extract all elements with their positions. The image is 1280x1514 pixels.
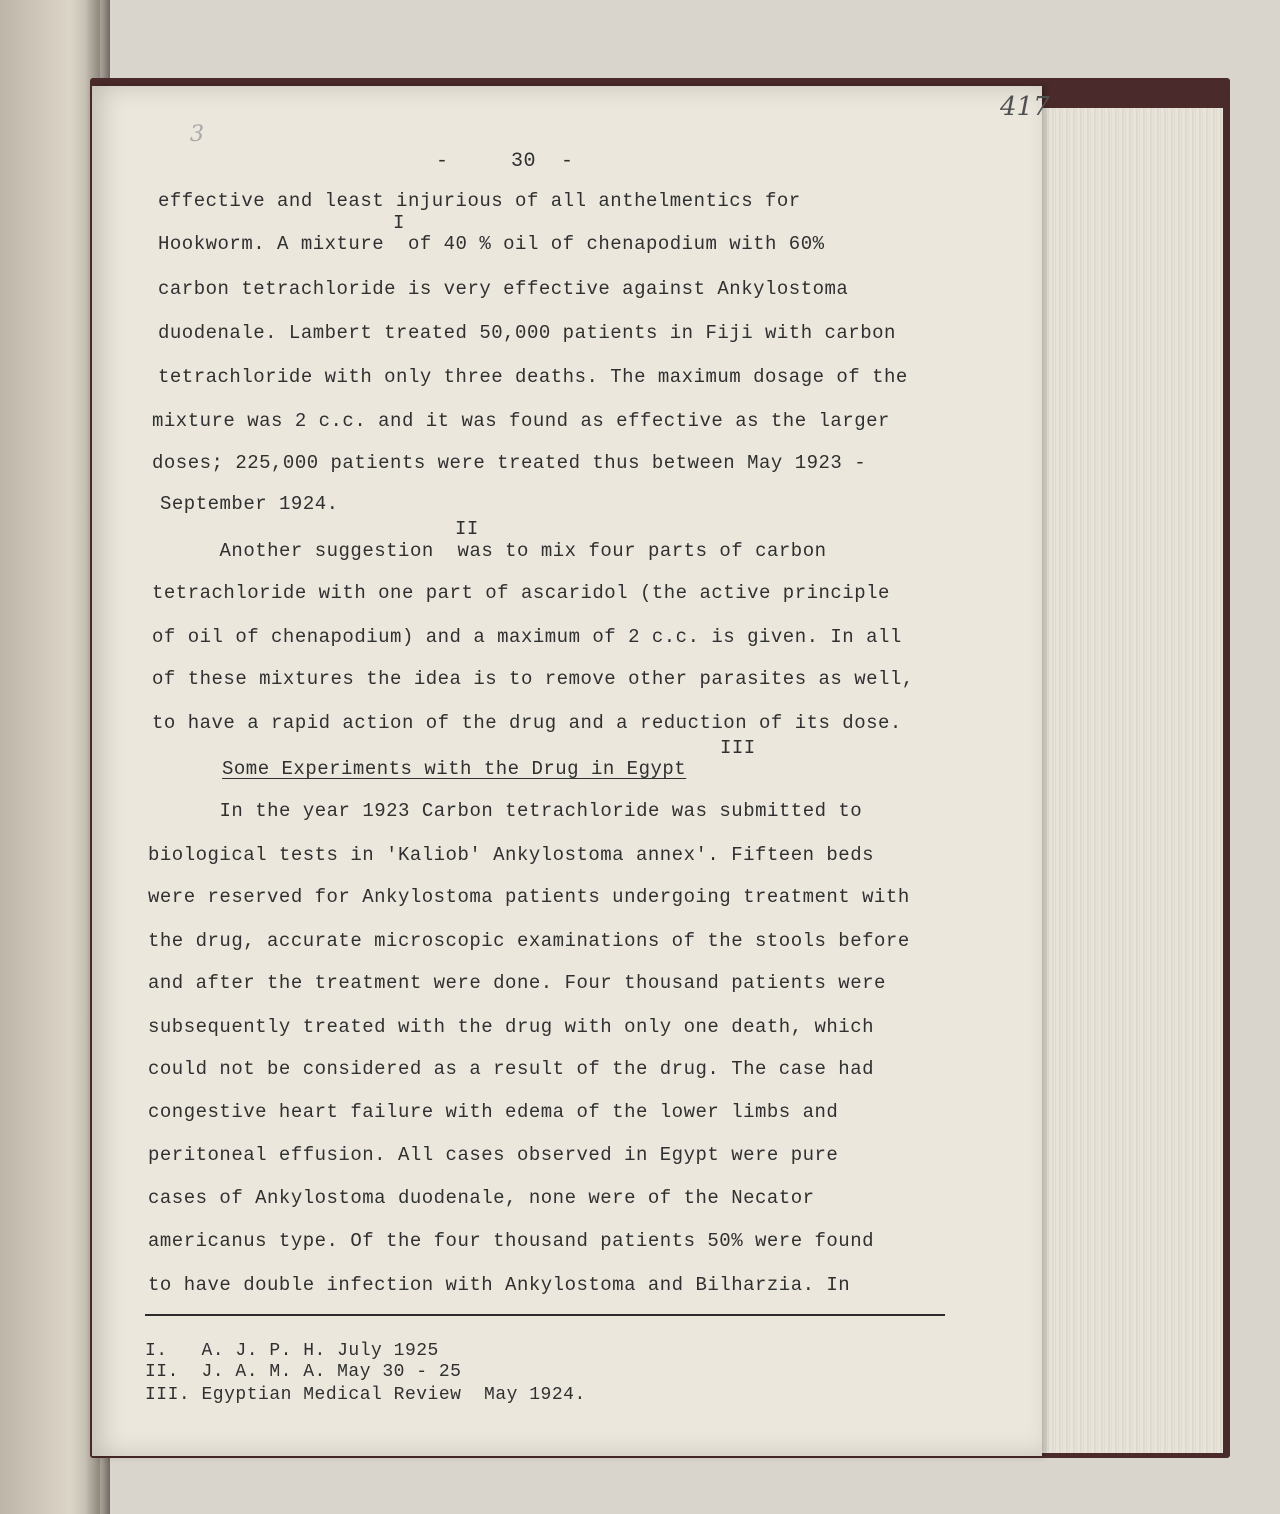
footnote: III. Egyptian Medical Review May 1924. (145, 1385, 586, 1405)
body-line: of oil of chenapodium) and a maximum of 2 c.c. is given. In all (152, 626, 902, 648)
body-line: subsequently treated with the drug with only one death, which (148, 1016, 875, 1038)
body-line: In the year 1923 Carbon tetrachloride was submitted to (160, 800, 863, 822)
body-line: congestive heart failure with edema of the lower limbs and (148, 1101, 839, 1123)
body-line: Hookworm. A mixture of 40 % oil of chenapodium with 60% (158, 233, 825, 255)
section-heading: Some Experiments with the Drug in Egypt (222, 758, 687, 780)
body-line: could not be considered as a result of the drug. The case had (148, 1058, 875, 1080)
footnote-rule (145, 1314, 945, 1316)
footnote: II. J. A. M. A. May 30 - 25 (145, 1362, 462, 1382)
reference-marker: II (455, 518, 479, 540)
reference-marker: III (720, 737, 756, 759)
body-line: were reserved for Ankylostoma patients undergoing treatment with (148, 886, 910, 908)
body-line: cases of Ankylostoma duodenale, none were of the Necator (148, 1187, 815, 1209)
footnote: I. A. J. P. H. July 1925 (145, 1341, 439, 1361)
body-line: of these mixtures the idea is to remove other parasites as well, (152, 668, 914, 690)
page-number: - 30 - (436, 150, 574, 173)
body-line: to have double infection with Ankylostoma and Bilharzia. In (148, 1274, 851, 1296)
body-line: tetrachloride with only three deaths. The maximum dosage of the (158, 366, 908, 388)
body-line: effective and least injurious of all anthelmentics for (158, 190, 801, 212)
body-line: mixture was 2 c.c. and it was found as effective as the larger (152, 410, 890, 432)
body-line: doses; 225,000 patients were treated thus between May 1923 - (152, 452, 867, 474)
body-line: tetrachloride with one part of ascaridol (the active principle (152, 582, 890, 604)
body-line: biological tests in 'Kaliob' Ankylostoma annex'. Fifteen beds (148, 844, 875, 866)
body-line: Another suggestion was to mix four parts of carbon (160, 540, 827, 562)
pencil-mark: 3 (190, 122, 204, 147)
body-line: to have a rapid action of the drug and a reduction of its dose. (152, 712, 902, 734)
body-line: September 1924. (160, 493, 339, 515)
body-line: carbon tetrachloride is very effective against Ankylostoma (158, 278, 849, 300)
folio-number: 417 (1000, 92, 1050, 122)
body-line: americanus type. Of the four thousand patients 50% were found (148, 1230, 875, 1252)
body-line: the drug, accurate microscopic examinations of the stools before (148, 930, 910, 952)
page-block-edges (1035, 108, 1223, 1453)
body-line: and after the treatment were done. Four thousand patients were (148, 972, 886, 994)
body-line: peritoneal effusion. All cases observed in Egypt were pure (148, 1144, 839, 1166)
reference-marker: I (393, 212, 405, 234)
body-line: duodenale. Lambert treated 50,000 patients in Fiji with carbon (158, 322, 896, 344)
